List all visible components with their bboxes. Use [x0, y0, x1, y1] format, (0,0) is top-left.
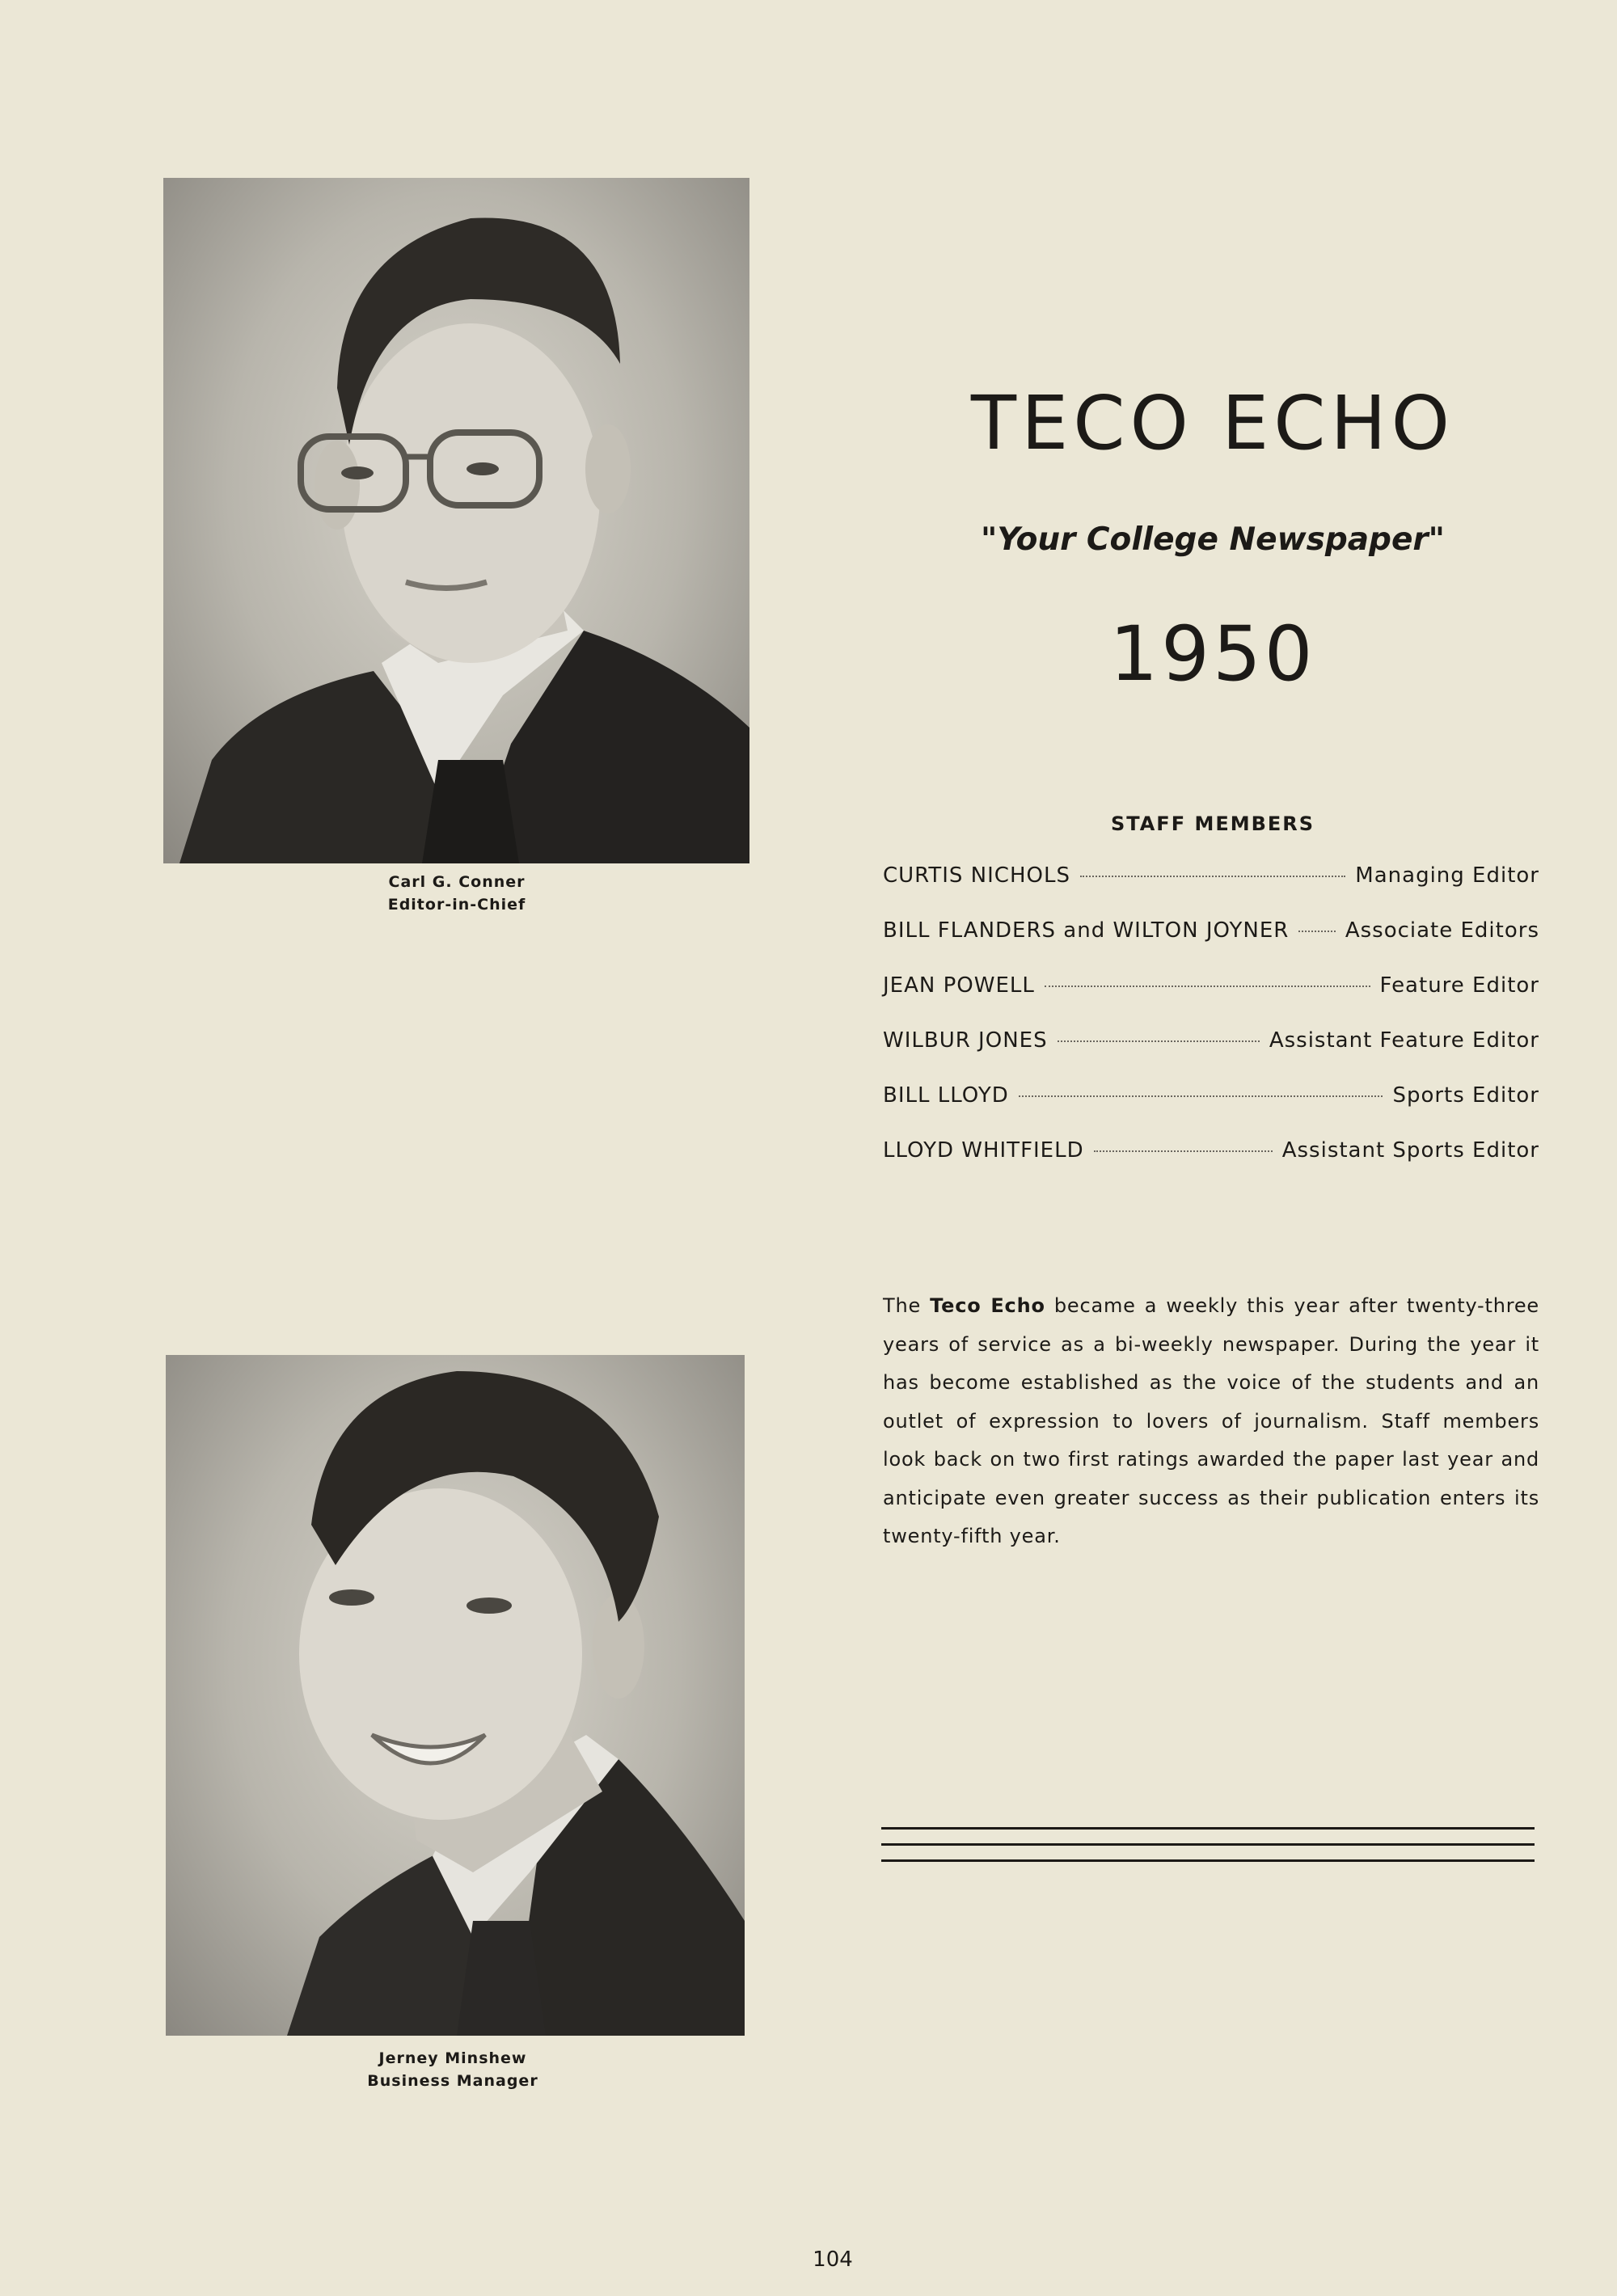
divider-rule	[881, 1827, 1535, 1830]
page-subtitle: "Your College Newspaper"	[981, 521, 1445, 558]
staff-role: Assistant Feature Editor	[1269, 1028, 1539, 1053]
staff-name: CURTIS NICHOLS	[883, 863, 1070, 888]
business-manager-title: Business Manager	[367, 2072, 538, 2090]
page-title: TECO ECHO	[970, 380, 1455, 466]
page-number: 104	[813, 2247, 853, 2272]
staff-row	[883, 1028, 1539, 1061]
staff-role: Assistant Sports Editor	[1281, 1138, 1539, 1163]
dot-leader	[1298, 931, 1335, 932]
staff-name: WILBUR JONES	[883, 1028, 1048, 1053]
business-manager-caption	[291, 2047, 614, 2092]
dot-leader	[1058, 1040, 1260, 1042]
description-body: became a weekly this year after twenty-three years of service as a bi-weekly newspaper. During the year it has become established as the voice of the students and an outlet of expression to lovers of journalism. Staff members look back on two first ratings awarded the paper last year and anticipate even greater success as their publication enters its twenty-fifth year.	[883, 1294, 1539, 1547]
dot-leader	[1045, 986, 1370, 987]
editor-photo	[163, 178, 749, 863]
staff-role: Sports Editor	[1392, 1083, 1539, 1108]
dot-leader	[1080, 876, 1345, 877]
staff-heading: STAFF MEMBERS	[1110, 812, 1315, 835]
editor-title: Editor-in-Chief	[387, 896, 526, 914]
editor-name: Carl G. Conner	[388, 873, 526, 891]
description-paragraph	[883, 1287, 1539, 1556]
staff-name: BILL FLANDERS and WILTON JOYNER	[883, 918, 1290, 943]
divider-rule	[881, 1859, 1535, 1862]
editor-caption	[295, 871, 619, 916]
business-manager-photo	[166, 1355, 745, 2036]
staff-row	[883, 973, 1539, 1006]
staff-role: Feature Editor	[1379, 973, 1539, 998]
staff-row	[883, 1138, 1539, 1171]
staff-row	[883, 863, 1539, 896]
description-lead: The	[883, 1294, 922, 1317]
staff-name: BILL LLOYD	[883, 1083, 1009, 1108]
staff-row	[883, 1083, 1539, 1116]
page-year: 1950	[1109, 610, 1316, 699]
divider-rule	[881, 1843, 1535, 1846]
dot-leader	[1094, 1150, 1273, 1152]
staff-role: Associate Editors	[1345, 918, 1539, 943]
publication-name: Teco Echo	[930, 1294, 1045, 1317]
staff-name: JEAN POWELL	[883, 973, 1035, 998]
staff-name: LLOYD WHITFIELD	[883, 1138, 1084, 1163]
staff-role: Managing Editor	[1355, 863, 1539, 888]
staff-row	[883, 918, 1539, 951]
business-manager-name: Jerney Minshew	[378, 2049, 527, 2067]
dot-leader	[1019, 1095, 1383, 1097]
